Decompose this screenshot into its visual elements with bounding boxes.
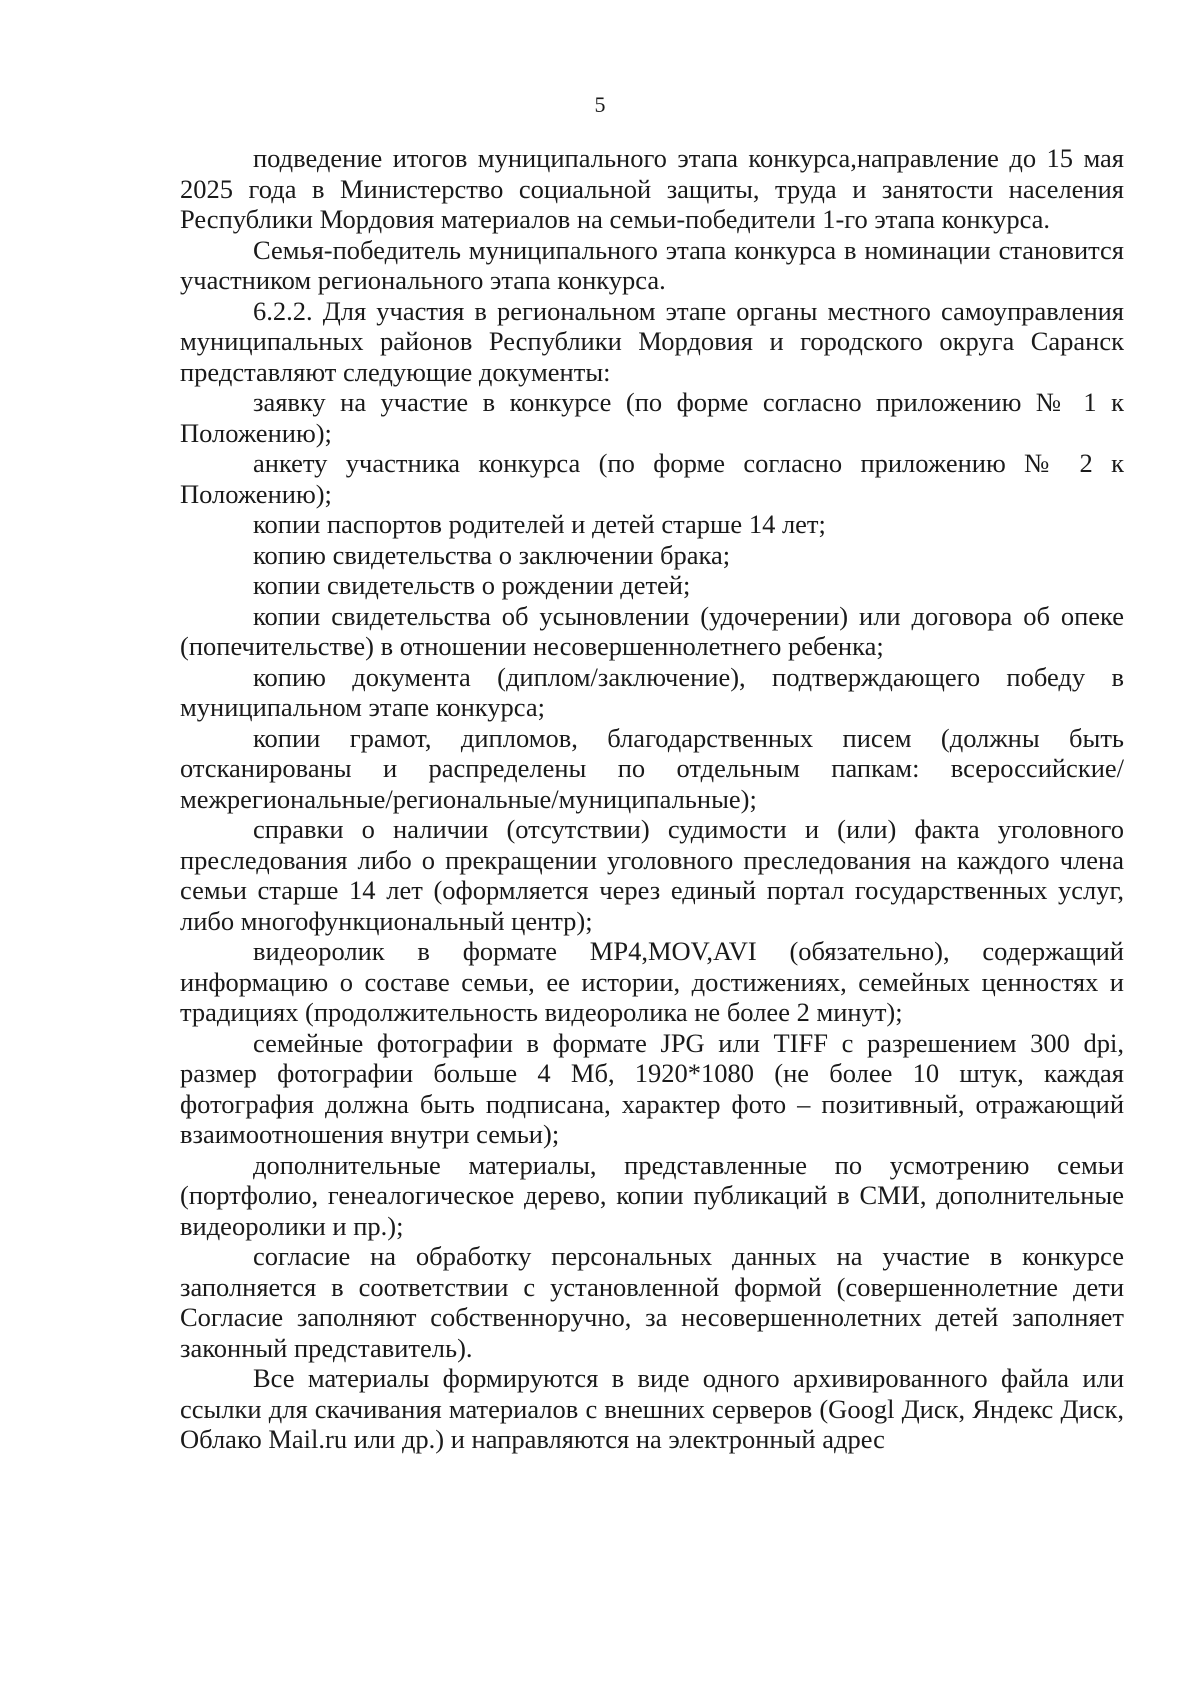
paragraph-submission: Все материалы формируются в виде одного архивированного файла или ссылки для скачивания материалов с внешних серверов (Googl Диск, Яндекс Диск, Облако Mail.ru или др.) и направляются на электронный адрес (180, 1363, 1124, 1454)
document-body (180, 143, 1124, 1455)
list-item-questionnaire: анкету участника конкурса (по форме согласно приложению № 2 к Положению); (180, 448, 1124, 509)
paragraph-summary: подведение итогов муниципального этапа конкурса,направление до 15 мая 2025 года в Министерство социальной защиты, труда и занятости населения Республики Мордовия материалов на семьи-победители 1-го этапа конкурса. (180, 143, 1124, 234)
paragraph-6-2-2: 6.2.2. Для участия в региональном этапе органы местного самоуправления муниципальных районов Республики Мордовия и городского округа Саранск представляют следующие документы: (180, 295, 1124, 387)
list-item-marriage-certificate: копию свидетельства о заключении брака; (253, 539, 731, 570)
list-item-birth-certificates: копии свидетельств о рождении детей; (253, 570, 691, 600)
list-item-victory-document: копию документа (диплом/заключение), подтверждающего победу в муниципальном этапе конкурса; (180, 661, 1124, 722)
list-item-additional-materials: дополнительные материалы, представленные по усмотрению семьи (портфолио, генеалогическое дерево, копии публикаций в СМИ, дополнительные видеоролики и пр.); (180, 1149, 1124, 1241)
list-item-criminal-record: справки о наличии (отсутствии) судимости и (или) факта уголовного преследования либо о прекращении уголовного преследования на каждого члена семьи старше 14 лет (оформляется через единый портал государственных услуг, либо многофункциональный центр); (180, 814, 1124, 936)
paragraph-winner: Семья-победитель муниципального этапа конкурса в номинации становится участником регионального этапа конкурса. (180, 234, 1124, 295)
list-item-adoption-certificates: копии свидетельства об усыновлении (удочерении) или договора об опеке (попечительстве) в отношении несовершеннолетнего ребенка; (180, 600, 1124, 661)
list-item-photos: семейные фотографии в формате JPG или TIFF с разрешением 300 dpi, размер фотографии больше 4 Мб, 1920*1080 (не более 10 штук, каждая фотография должна быть подписана, характер фото – позитивный, отражающий взаимоотношения внутри семьи); (180, 1027, 1124, 1149)
list-item-passports: копии паспортов родителей и детей старше 14 лет; (253, 509, 826, 539)
page-number: 5 (594, 92, 606, 117)
list-item-video: видеоролик в формате MP4,MOV,AVI (обязательно), содержащий информацию о составе семьи, ее истории, достижениях, семейных ценностях и традициях (продолжительность видеоролика не более 2 минут); (180, 936, 1124, 1027)
list-item-consent: согласие на обработку персональных данных на участие в конкурсе заполняется в соответствии с установленной формой (совершеннолетние дети Согласие заполняют собственноручно, за несовершеннолетних детей заполняет законный представитель). (180, 1241, 1124, 1363)
list-item-application: заявку на участие в конкурсе (по форме согласно приложению № 1 к Положению); (180, 387, 1124, 448)
list-item-awards: копии грамот, дипломов, благодарственных писем (должны быть отсканированы и распределены по отдельным папкам: всероссийские/межрегиональные/региональные/муниципальные); (180, 722, 1124, 814)
